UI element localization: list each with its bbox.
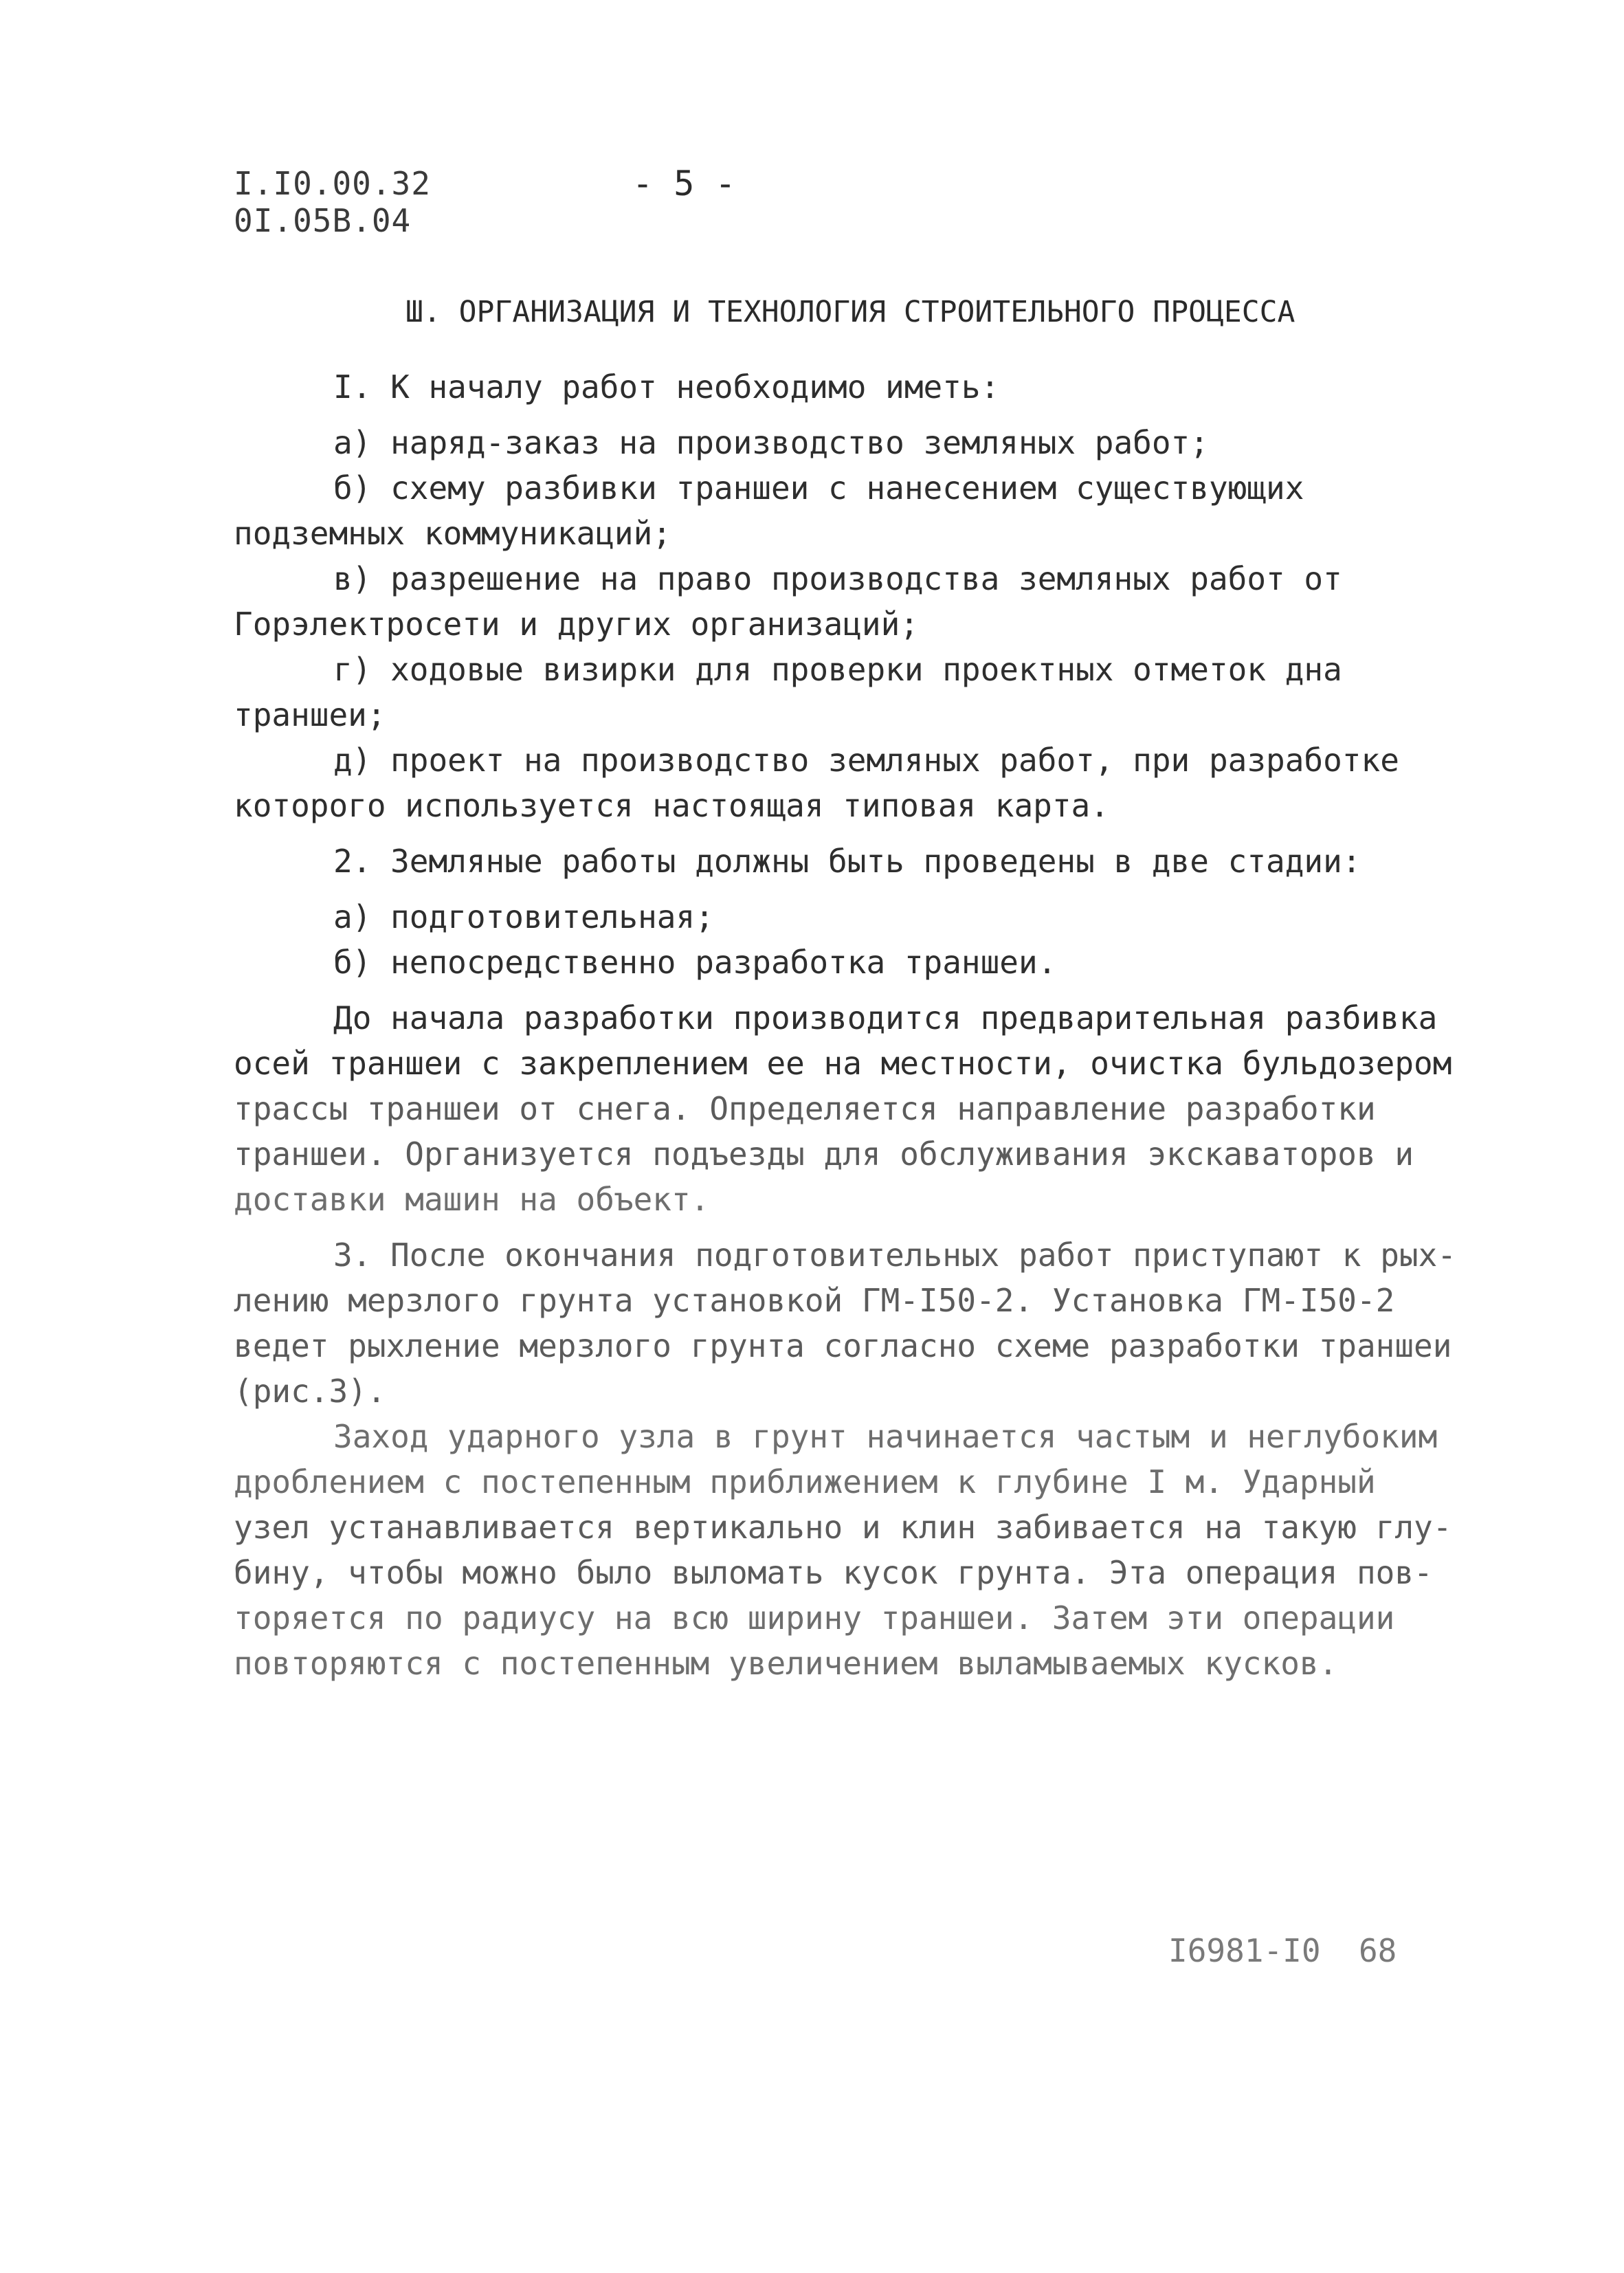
paragraph-line: До начала разработки производится предварительная разбивка [333,999,1438,1036]
page-number: - 5 - [632,164,736,203]
paragraph-line: ведет рыхление мерзлого грунта согласно схеме разработки траншеи [234,1327,1452,1364]
paragraph-line: торяется по радиусу на всю ширину траншеи. Затем эти операции [234,1599,1395,1637]
paragraph-line: осей траншеи с закреплением ее на местности, очистка бульдозером [234,1045,1452,1082]
paragraph-line: (рис.3). [234,1373,386,1410]
list-item: б) схему разбивки траншеи с нанесением существующих [333,469,1304,507]
paragraph-line: лению мерзлого грунта установкой ГМ-I50-2. Установка ГМ-I50-2 [234,1282,1395,1319]
paragraph-line: I. К началу работ необходимо иметь: [333,368,1000,406]
list-item-continuation: подземных коммуникаций; [234,515,671,552]
section-title: Ш. ОРГАНИЗАЦИЯ И ТЕХНОЛОГИЯ СТРОИТЕЛЬНОГО ПРОЦЕССА [405,295,1295,329]
paragraph-line: доставки машин на объект. [234,1181,710,1218]
footer-code: I6981-I0 68 [1168,1932,1397,1969]
list-item: д) проект на производство земляных работ, при разработке [333,742,1399,779]
list-item: б) непосредственно разработка траншеи. [333,944,1057,981]
paragraph-line: узел устанавливается вертикально и клин забивается на такую глу- [234,1509,1452,1546]
paragraph-line: 3. После окончания подготовительных работ приступают к рых- [333,1237,1456,1274]
list-item: а) наряд-заказ на производство земляных работ; [333,424,1209,461]
paragraph-line: дроблением с постепенным приближением к глубине I м. Ударный [234,1463,1376,1500]
paragraph-line: трассы траншеи от снега. Определяется направление разработки [234,1090,1376,1127]
document-code-line-1: I.I0.00.32 [234,165,431,202]
paragraph-line: бину, чтобы можно было выломать кусок грунта. Эта операция пов- [234,1554,1433,1591]
list-item-continuation: которого используется настоящая типовая карта. [234,787,1109,824]
list-item: в) разрешение на право производства земляных работ от [333,560,1342,597]
paragraph-line: 2. Земляные работы должны быть проведены в две стадии: [333,843,1361,880]
paragraph-line: траншеи. Организуется подъезды для обслуживания экскаваторов и [234,1135,1414,1173]
list-item-continuation: Горэлектросети и других организаций; [234,606,919,643]
paragraph-line: повторяются с постепенным увеличением выламываемых кусков. [234,1645,1338,1682]
paragraph-line: Заход ударного узла в грунт начинается частым и неглубоким [333,1418,1438,1455]
document-code-line-2: 0I.05B.04 [234,202,412,239]
list-item: а) подготовительная; [333,898,714,935]
list-item: г) ходовые визирки для проверки проектных отметок дна [333,651,1342,688]
list-item-continuation: траншеи; [234,696,386,733]
document-body [234,364,1464,1686]
document-code [234,165,431,239]
